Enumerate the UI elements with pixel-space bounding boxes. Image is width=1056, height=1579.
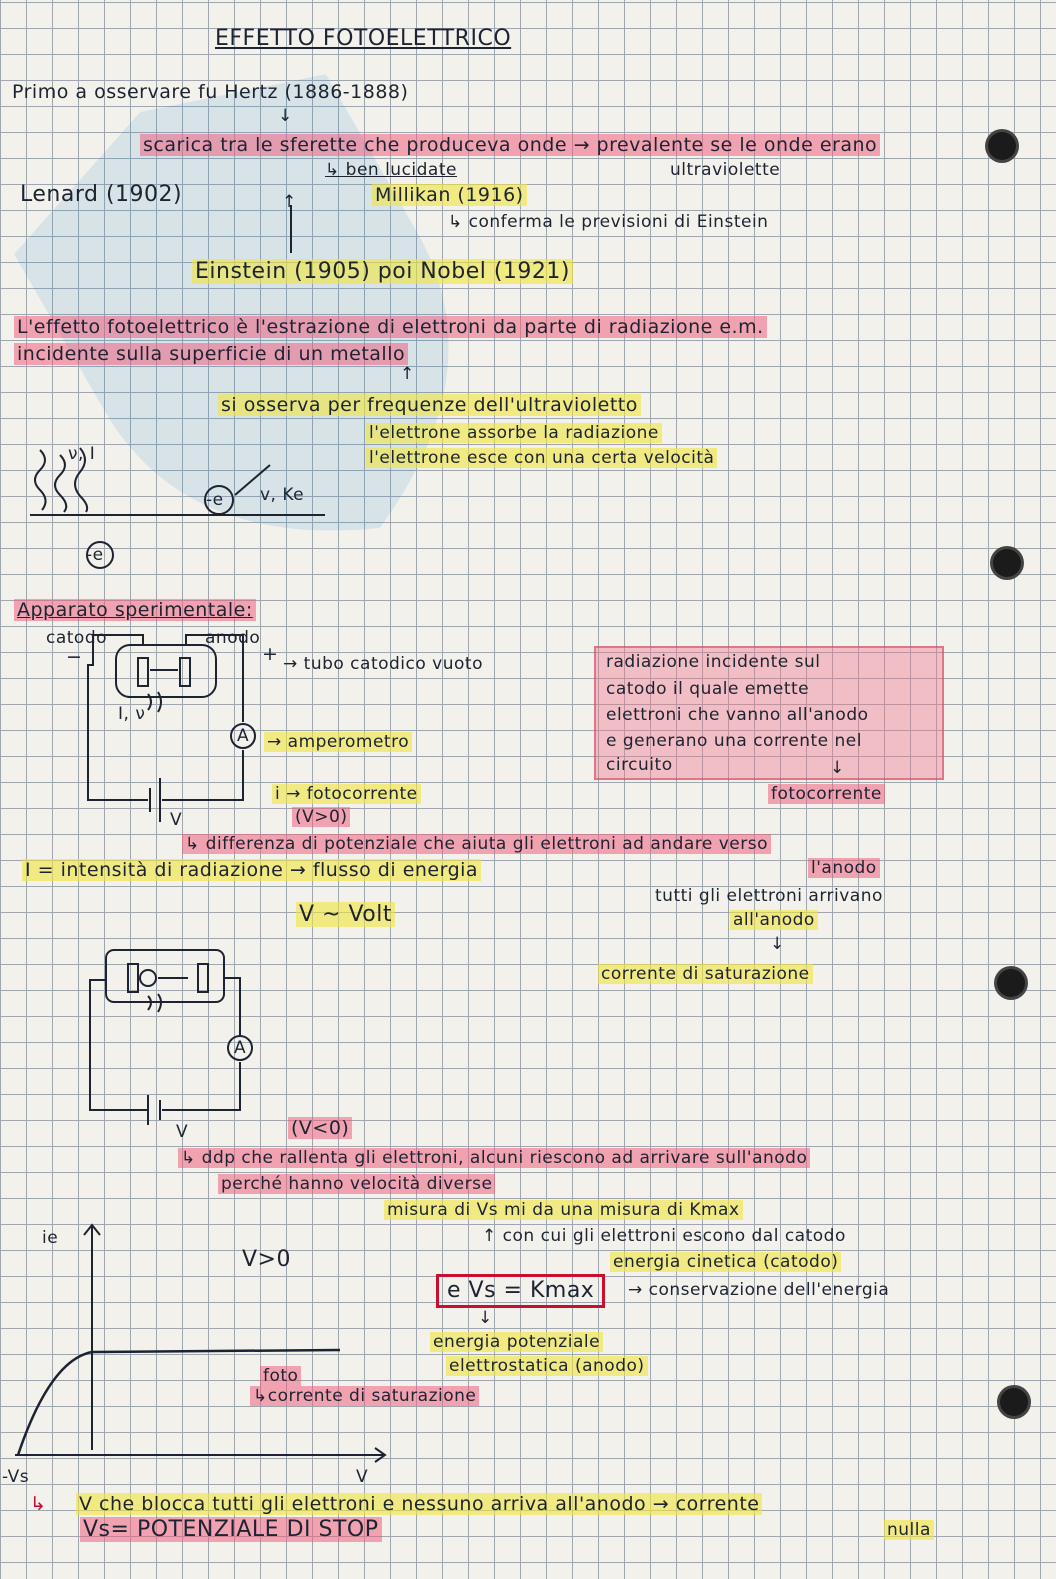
kinetic-energy-text: energia cinetica (catodo): [610, 1252, 841, 1272]
observation-frequency-text: si osserva per frequenze dell'ultravioletto: [218, 394, 641, 416]
note-box-line2: catodo il quale emette: [606, 679, 810, 699]
electron-symbol-2: -e: [86, 545, 104, 565]
observation-frequency: [218, 393, 641, 417]
binder-hole-3: [997, 969, 1025, 997]
photocurrent-box-label: [768, 782, 885, 806]
ammeter-label-text: → amperometro: [264, 732, 412, 752]
conservation-label: → conservazione dell'energia: [628, 1280, 890, 1300]
voltage-label-1: V: [170, 810, 183, 830]
positive-voltage-text: (V>0): [292, 807, 350, 827]
ddp-helps-text: ↳ differenza di potenziale che aiuta gli elettroni ad andare verso: [182, 834, 771, 854]
apparatus-heading: [14, 598, 256, 622]
plus-sign: +: [262, 643, 279, 665]
einstein-arrow-line: [289, 205, 293, 255]
energy-formula: e Vs = Kmax: [436, 1274, 605, 1308]
down-arrow-icon: ↓: [278, 106, 293, 126]
history-discharge: [140, 133, 880, 157]
note-box-line1: radiazione incidente sul: [606, 652, 821, 672]
history-lenard: Lenard (1902): [20, 182, 183, 207]
current-voltage-graph: [10, 1220, 390, 1470]
down-arrow-icon-4: ↓: [478, 1308, 493, 1328]
all-arrive-2: [730, 908, 818, 932]
history-polished: ↳ ben lucidate: [325, 160, 457, 180]
all-arrive-2-text: all'anodo: [730, 910, 818, 930]
history-discharge-text: scarica tra le sferette che produceva onde → prevalente se le onde erano: [140, 134, 880, 156]
electron-symbol: -e: [206, 490, 224, 510]
negative-voltage-label: [288, 1116, 352, 1140]
up-arrow-icon: ↑: [282, 192, 297, 212]
history-millikan-text: Millikan (1916): [372, 184, 527, 206]
intensity-definition: [22, 858, 481, 882]
photocurrent-label: [272, 782, 421, 806]
different-velocity-text: perché hanno velocità diverse: [218, 1174, 495, 1194]
vs-measure-label: [384, 1198, 743, 1222]
definition-arrow-icon: ↑: [400, 364, 415, 384]
graph-xlabel: V: [356, 1467, 369, 1487]
saturation-label-text: corrente di saturazione: [598, 964, 813, 984]
note-box-line4: e generano una corrente nel: [606, 731, 862, 751]
stop-potential-label: [80, 1518, 382, 1542]
history-millikan: [372, 183, 527, 207]
history-millikan-note: ↳ conferma le previsioni di Einstein: [448, 212, 769, 232]
page-title: EFFETTO FOTOELETTRICO: [215, 26, 512, 51]
anode-label-2-text: l'anodo: [808, 858, 880, 878]
photocurrent-label-text: i → fotocorrente: [272, 784, 421, 804]
history-hertz: Primo a osservare fu Hertz (1886-1888): [12, 81, 409, 103]
definition-line2: [14, 342, 408, 366]
potential-energy-1: [430, 1330, 603, 1354]
ammeter-symbol-1: A: [237, 726, 250, 746]
intensity-freq-label: I, ν: [118, 704, 146, 724]
graph-foto-text: foto: [260, 1366, 301, 1386]
observation-absorb: [366, 421, 662, 445]
velocity-label: v, Ke: [260, 485, 305, 505]
ammeter-symbol-2: A: [234, 1038, 247, 1058]
footer-line1: [76, 1492, 762, 1516]
down-arrow-icon-2: ↓: [770, 934, 785, 954]
note-box-line5: circuito: [606, 755, 673, 775]
negative-voltage-text: (V<0): [288, 1117, 352, 1139]
volt-label-text: V ~ Volt: [296, 902, 395, 927]
graph-xneg: -Vs: [2, 1467, 30, 1487]
ammeter-label: [264, 730, 412, 754]
apparatus-heading-text: Apparato sperimentale:: [14, 599, 256, 621]
graph-saturation: [250, 1384, 479, 1408]
anode-label: anodo: [205, 628, 261, 648]
definition-line1: [14, 315, 767, 339]
observation-exit: [366, 446, 717, 470]
graph-ylabel: ie: [42, 1228, 59, 1248]
footer-nulla: [884, 1518, 934, 1542]
graph-saturation-text: ↳corrente di saturazione: [250, 1386, 479, 1406]
ddp-slows-label: [178, 1146, 810, 1170]
footer-nulla-text: nulla: [884, 1520, 934, 1540]
binder-hole-2: [993, 549, 1021, 577]
circuit-diagram-2: [88, 950, 268, 1120]
different-velocity-label: [218, 1172, 495, 1196]
note-box-line3: elettroni che vanno all'anodo: [606, 705, 869, 725]
cathode-label: catodo: [46, 628, 108, 648]
observation-exit-text: l'elettrone esce con una certa velocità: [366, 448, 717, 468]
intensity-definition-text: I = intensità di radiazione → flusso di energia: [22, 859, 481, 881]
history-einstein: [192, 260, 573, 284]
exit-cathode-label: ↑ con cui gli elettroni escono dal catodo: [482, 1226, 846, 1246]
voltage-label-2: V: [176, 1122, 189, 1142]
history-ultraviolet: ultraviolette: [670, 160, 781, 180]
history-einstein-text: Einstein (1905) poi Nobel (1921): [192, 259, 573, 284]
all-arrive-1: tutti gli elettroni arrivano: [655, 886, 883, 906]
positive-voltage-label: [292, 805, 350, 829]
vs-measure-text: misura di Vs mi da una misura di Kmax: [384, 1200, 743, 1220]
photocurrent-box-text: fotocorrente: [768, 784, 885, 804]
definition-line2-text: incidente sulla superficie di un metallo: [14, 343, 408, 365]
wave-label: ν, I: [68, 444, 96, 464]
potential-energy-1-text: energia potenziale: [430, 1332, 603, 1352]
ddp-slows-text: ↳ ddp che rallenta gli elettroni, alcuni riescono ad arrivare sull'anodo: [178, 1148, 810, 1168]
observation-absorb-text: l'elettrone assorbe la radiazione: [366, 423, 662, 443]
potential-energy-2-text: elettrostatica (anodo): [446, 1356, 648, 1376]
saturation-label: [598, 962, 813, 986]
down-arrow-icon-3: ↓: [830, 758, 845, 778]
anode-label-2: [808, 856, 880, 880]
kinetic-energy-label: [610, 1250, 841, 1274]
ddp-helps-label: [182, 832, 771, 856]
tube-label: → tubo catodico vuoto: [283, 654, 483, 674]
binder-hole-1: [988, 132, 1016, 160]
binder-hole-4: [1000, 1388, 1028, 1416]
graph-vpos: V>0: [242, 1247, 291, 1272]
potential-energy-2: [446, 1354, 648, 1378]
definition-line1-text: L'effetto fotoelettrico è l'estrazione di elettroni da parte di radiazione e.m.: [14, 316, 767, 338]
volt-label: [296, 903, 395, 927]
footer-line1-text: V che blocca tutti gli elettroni e nessuno arriva all'anodo → corrente: [76, 1493, 762, 1515]
footer-arrow-icon: ↳: [30, 1493, 47, 1515]
minus-sign: −: [66, 646, 83, 668]
stop-potential-text: Vs= POTENZIALE DI STOP: [80, 1517, 382, 1542]
